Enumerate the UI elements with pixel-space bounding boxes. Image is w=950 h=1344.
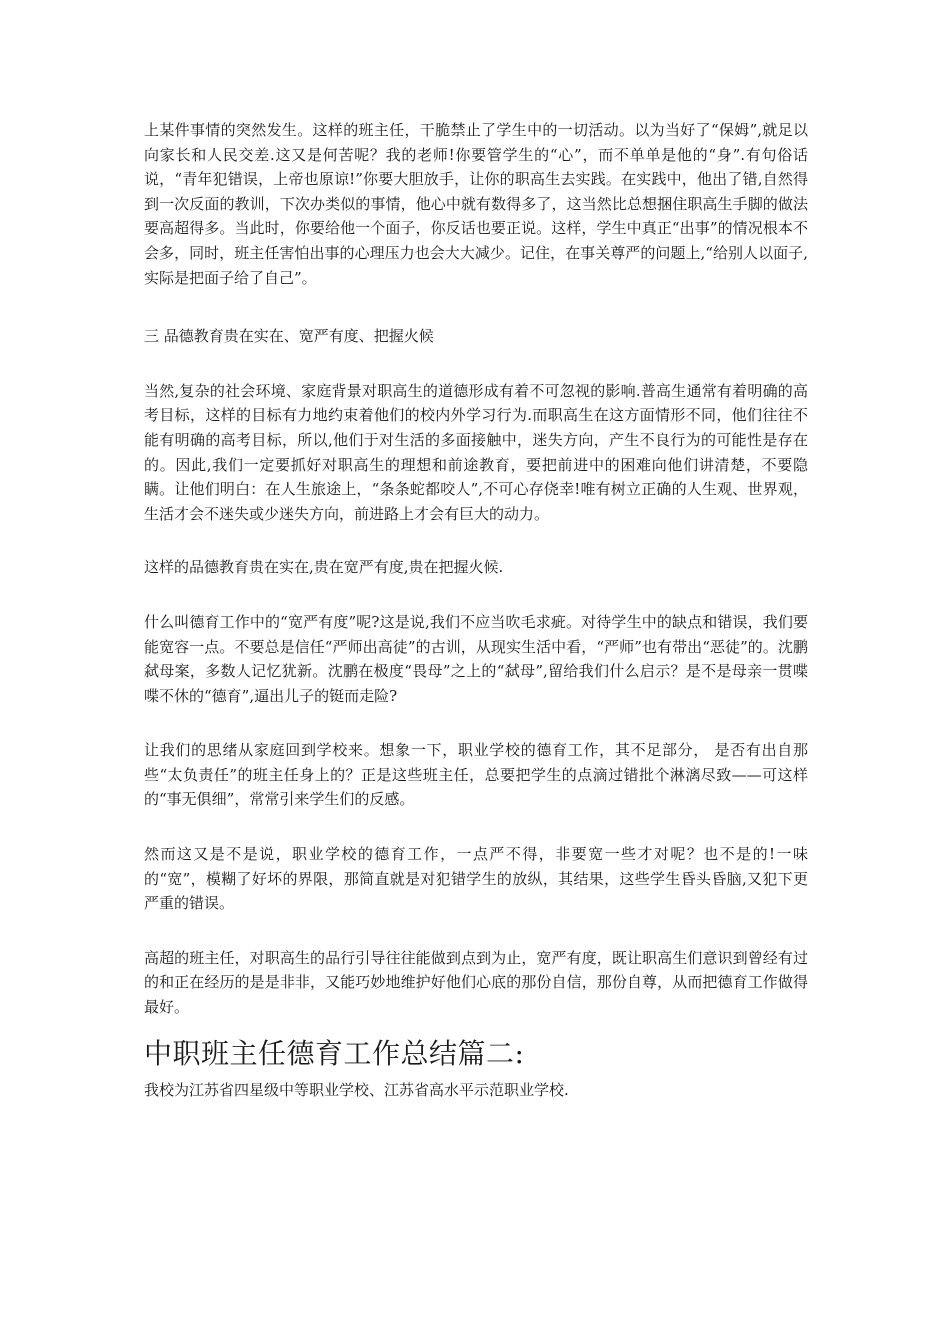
- section-intro: 我校为江苏省四星级中等职业学校、江苏省高水平示范职业学校.: [144, 1080, 569, 1099]
- document-page: [144, 118, 808, 1102]
- paragraph-not-too-lenient: 然而这又是不是说，职业学校的德育工作，一点严不得，非要宽一些才对呢？也不是的!一味的“宽”，模糊了好坏的界限，那简直就是对犯错学生的放纵，其结果，这些学生昏头昏脑,又犯下更严重的错误。: [144, 845, 808, 913]
- paragraph-school-reflection: 让我们的思绪从家庭回到学校来。想象一下，职业学校的德育工作，其不足部分， 是否有出自那些“太负责任”的班主任身上的？正是这些班主任，总要把学生的点滴过错批个淋漓尽致——可这样的“事无俱细”，常常引来学生们的反感。: [144, 741, 808, 809]
- section-title: 中职班主任德育工作总结篇二:: [144, 1036, 525, 1070]
- paragraph-social-environment: 当然,复杂的社会环境、家庭背景对职高生的道德形成有着不可忽视的影响.普高生通常有着明确的高考目标，这样的目标有力地约束着他们的校内外学习行为.而职高生在这方面情形不同，他们往往不能有明确的高考目标，所以,他们于对生活的多面接触中，迷失方向，产生不良行为的可能性是存在的。因此,我们一定要抓好对职高生的理想和前途教育，要把前进中的困难向他们讲清楚，不要隐瞒。让他们明白：在人生旅途上，“条条蛇都咬人”,不可心存侥幸!唯有树立正确的人生观、世界观，生活才会不迷失或少迷失方向，前进路上才会有巨大的动力。: [144, 381, 808, 523]
- paragraph-tolerance: 什么叫德育工作中的“宽严有度”呢?这是说,我们不应当吹毛求疵。对待学生中的缺点和错误，我们要能宽容一点。不要总是信任“严师出高徒”的古训，从现实生活中看，“严师”也有带出“恶徒”的。沈鹏弑母案，多数人记忆犹新。沈鹏在极度“畏母”之上的“弑母”,留给我们什么启示？是不是母亲一贯喋喋不休的“德育”,逼出儿子的铤而走险?: [144, 612, 808, 705]
- paragraph-skilled-teacher: 高超的班主任，对职高生的品行引导往往能做到点到为止，宽严有度，既让职高生们意识到曾经有过的和正在经历的是是非非，又能巧妙地维护好他们心底的那份自信，那份自尊，从而把德育工作做得最好。: [144, 948, 808, 1017]
- paragraph-respect-face: 上某件事情的突然发生。这样的班主任，干脆禁止了学生中的一切活动。以为当好了“保姆”,就足以向家长和人民交差.这又是何苦呢？我的老师!你要管学生的“心”，而不单单是他的“身”.有句俗话说，“青年犯错误，上帝也原谅!”你要大胆放手，让你的职高生去实践。在实践中，他出了错,自然得到一次反面的教训，下次办类似的事情，他心中就有数得多了，这当然比总想捆住职高生手脚的做法要高超得多。当此时，你要给他一个面子，你反话也要正说。这样，学生中真正“出事”的情况根本不会多，同时，班主任害怕出事的心理压力也会大大减少。记住，在事关尊严的问题上,“给别人以面子,实际是把面子给了自己”。: [144, 121, 808, 287]
- subheading-moral-education: 三 品德教育贵在实在、宽严有度、把握火候: [144, 327, 434, 346]
- paragraph-moral-summary: 这样的品德教育贵在实在,贵在宽严有度,贵在把握火候.: [144, 558, 504, 577]
